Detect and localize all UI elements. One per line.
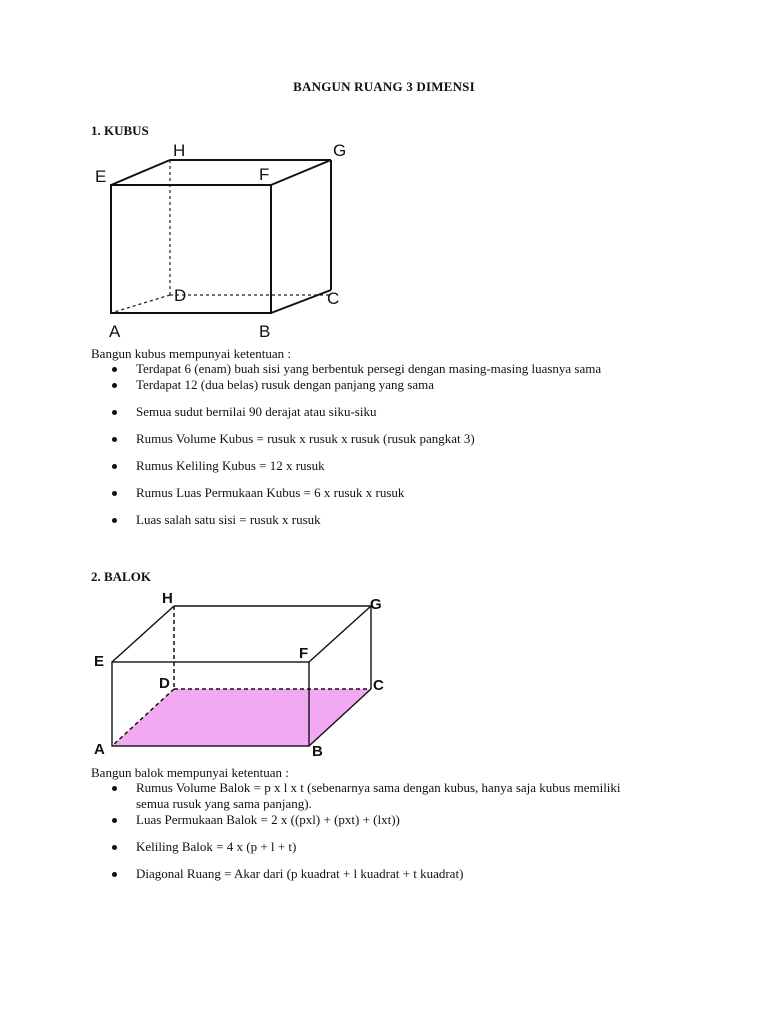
balok-label-a: A	[94, 741, 105, 758]
balok-label-f: F	[299, 645, 309, 662]
balok-label-c: C	[373, 677, 384, 694]
kubus-label-c: C	[327, 289, 340, 308]
kubus-rules-list	[91, 361, 691, 528]
kubus-label-h: H	[173, 141, 186, 160]
balok-rules-list	[91, 780, 691, 882]
balok-rule-item: Rumus Volume Balok = p x l x t (sebenarnya sama dengan kubus, hanya saja kubus memiliki semua rusuk yang sama panjang).	[91, 780, 691, 812]
balok-heading: 2. BALOK	[91, 569, 151, 584]
kubus-rule-item: Rumus Keliling Kubus = 12 x rusuk	[91, 458, 691, 474]
kubus-hidden-edges	[111, 160, 329, 313]
kubus-heading: 1. KUBUS	[91, 123, 149, 138]
balok-figure	[90, 588, 410, 763]
kubus-rule-item: Luas salah satu sisi = rusuk x rusuk	[91, 512, 691, 528]
kubus-intro: Bangun kubus mempunyai ketentuan :	[91, 346, 292, 361]
kubus-visible-edges	[111, 160, 331, 313]
balok-intro: Bangun balok mempunyai ketentuan :	[91, 765, 289, 780]
kubus-rule-item: Terdapat 6 (enam) buah sisi yang berbentuk persegi dengan masing-masing luasnya sama	[91, 361, 691, 377]
kubus-label-a: A	[109, 322, 121, 341]
kubus-label-b: B	[259, 322, 271, 341]
balok-rule-item: Keliling Balok = 4 x (p + l + t)	[91, 839, 691, 855]
kubus-label-f: F	[259, 165, 270, 184]
balok-label-g: G	[370, 596, 382, 613]
kubus-label-d: D	[174, 286, 187, 305]
balok-base-face	[112, 689, 371, 746]
kubus-label-g: G	[333, 141, 347, 160]
kubus-label-e: E	[95, 167, 107, 186]
balok-rule-item: Diagonal Ruang = Akar dari (p kuadrat + l kuadrat + t kuadrat)	[91, 866, 691, 882]
kubus-figure	[95, 138, 365, 343]
balok-rule-item: Luas Permukaan Balok = 2 x ((pxl) + (pxt) + (lxt))	[91, 812, 691, 828]
balok-label-b: B	[312, 743, 323, 760]
kubus-rule-item: Rumus Luas Permukaan Kubus = 6 x rusuk x rusuk	[91, 485, 691, 501]
kubus-rule-item: Terdapat 12 (dua belas) rusuk dengan panjang yang sama	[91, 377, 691, 393]
kubus-rule-item: Semua sudut bernilai 90 derajat atau siku-siku	[91, 404, 691, 420]
page-title: BANGUN RUANG 3 DIMENSI	[293, 79, 475, 94]
kubus-rule-item: Rumus Volume Kubus = rusuk x rusuk x rusuk (rusuk pangkat 3)	[91, 431, 691, 447]
balok-label-d: D	[159, 675, 170, 692]
balok-label-e: E	[94, 653, 105, 670]
balok-label-h: H	[162, 590, 173, 607]
